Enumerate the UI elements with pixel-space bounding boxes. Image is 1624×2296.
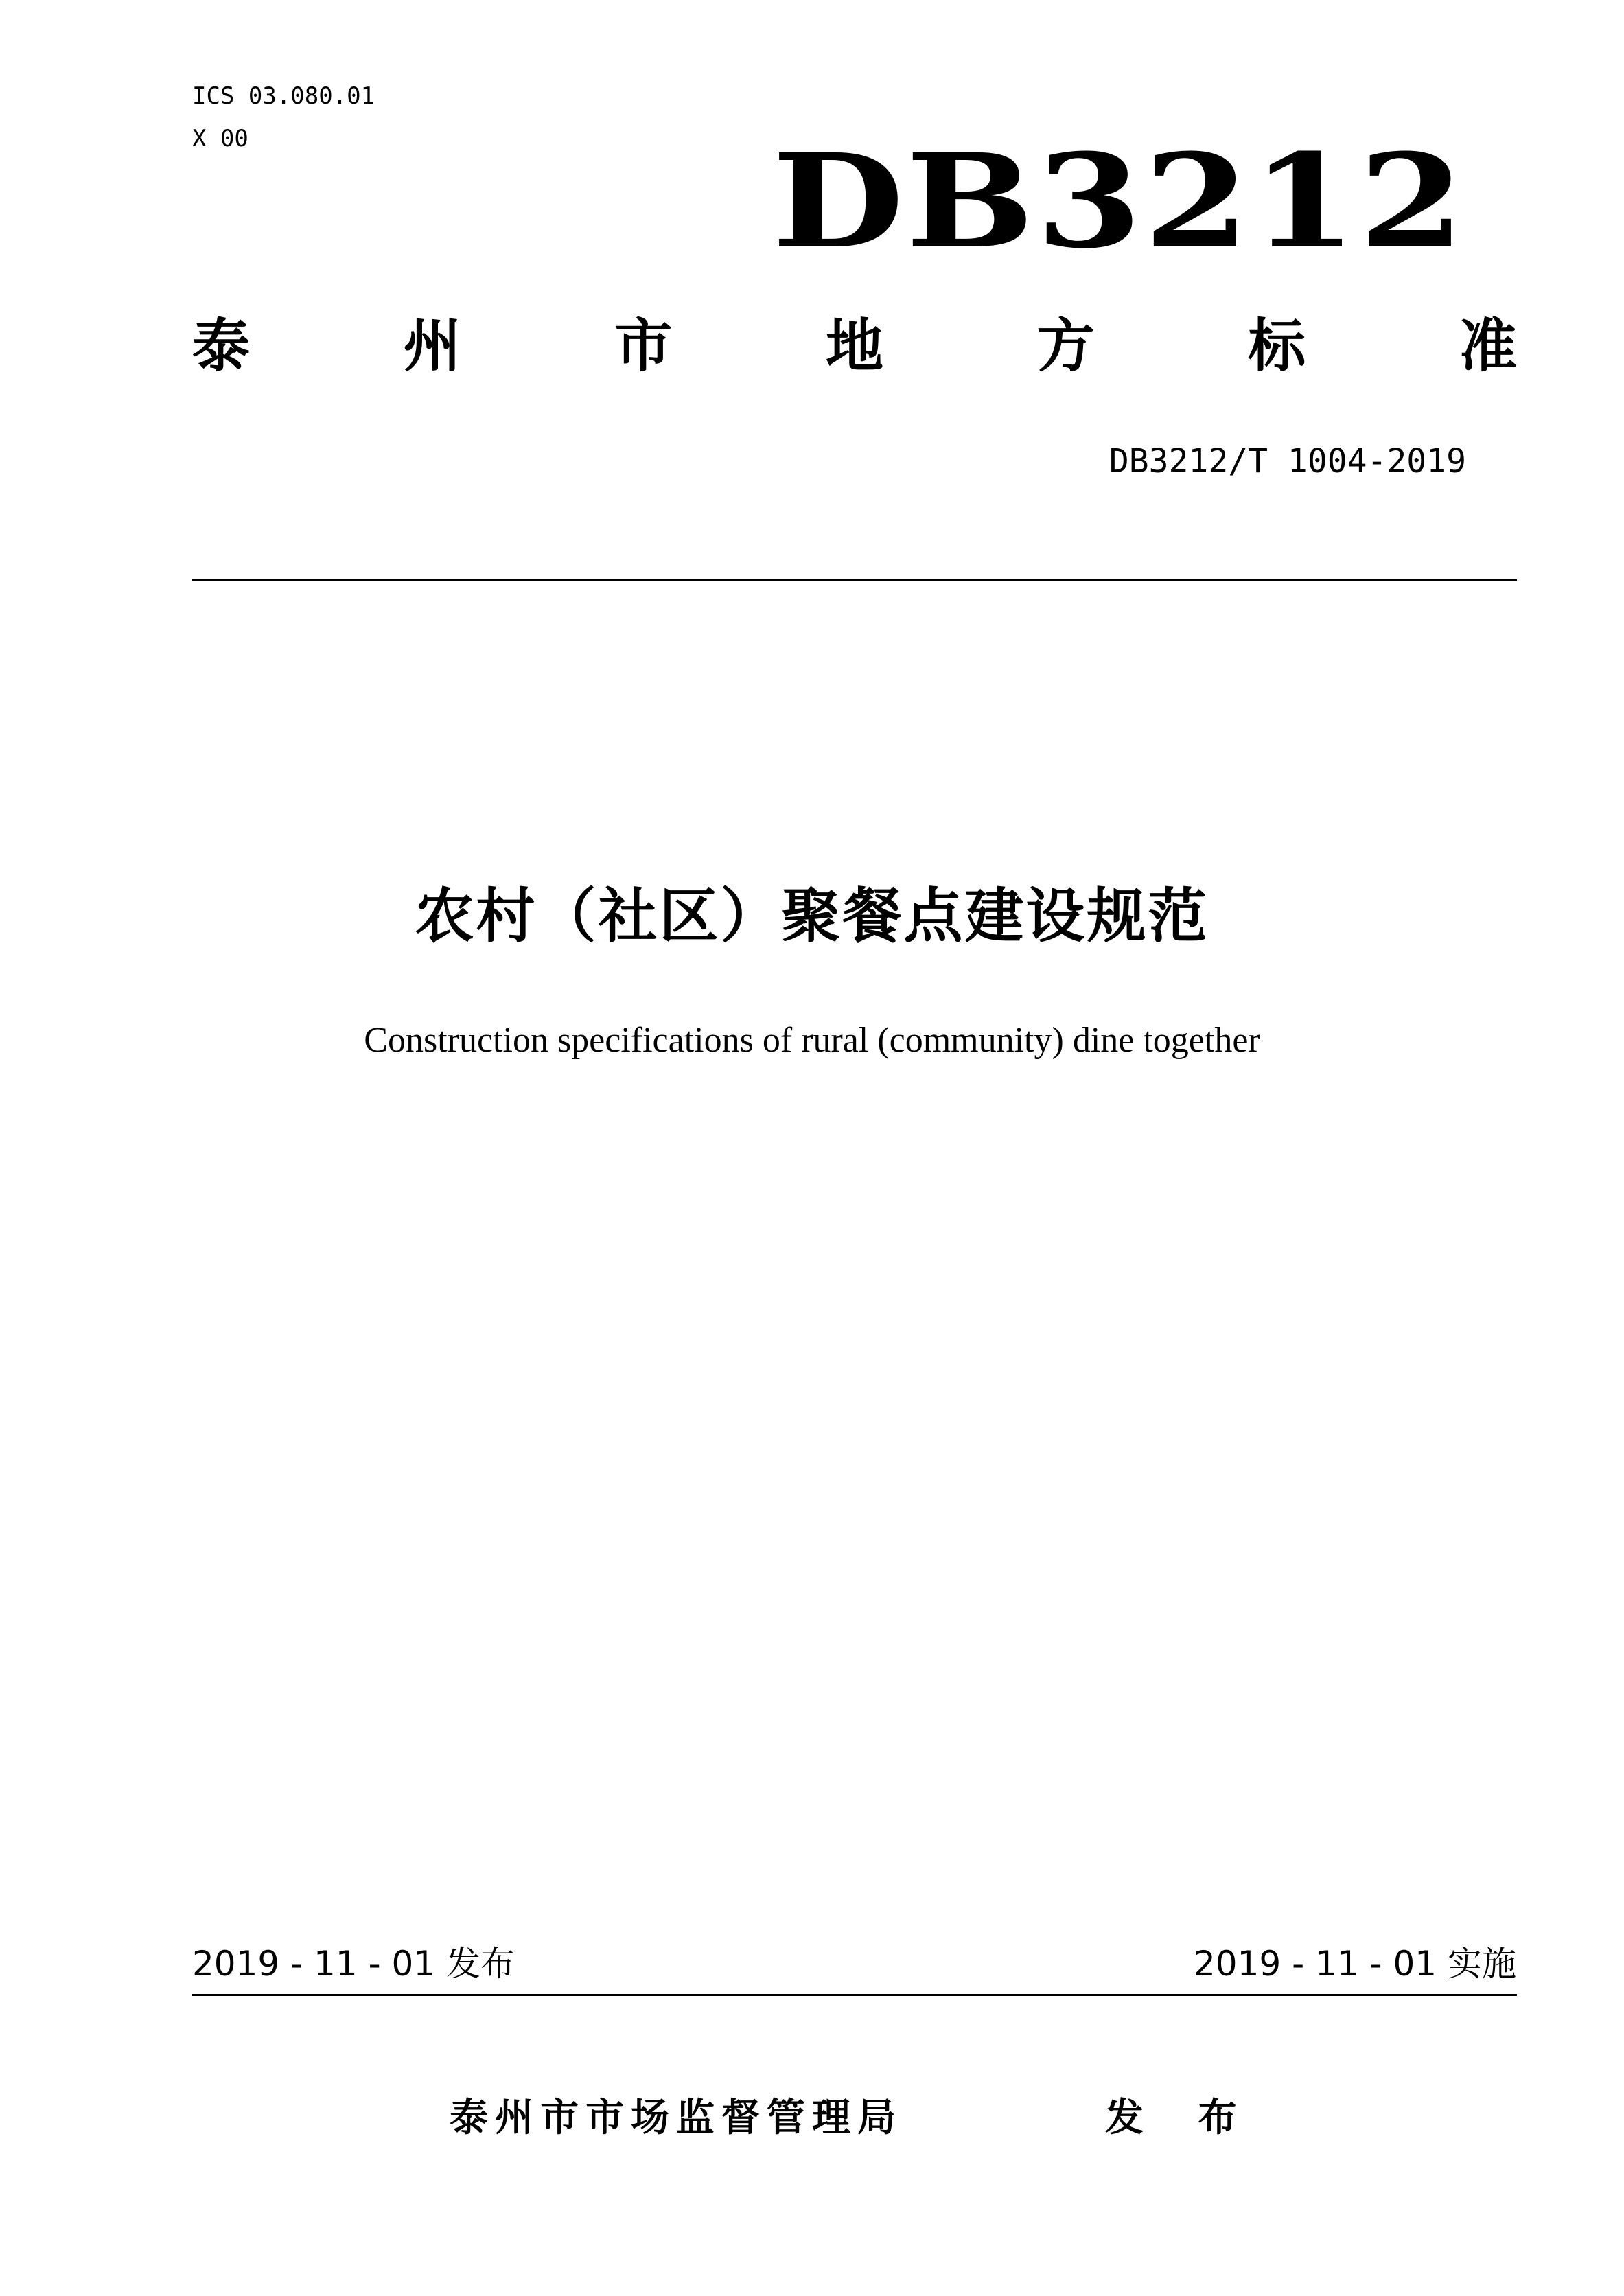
document-title-english: Construction specifications of rural (community) dine together	[364, 1021, 1260, 1060]
footer-divider	[192, 1994, 1517, 1996]
issuing-authority: 泰州市市场监督管理局	[450, 2096, 903, 2140]
issue-label: 发 布	[1105, 2096, 1257, 2140]
standard-type-char: 标	[1248, 312, 1306, 380]
standard-type-char: 方	[1036, 312, 1095, 380]
standard-type-char: 市	[614, 312, 673, 380]
standard-type-char: 州	[403, 312, 461, 380]
standard-number: DB3212/T 1004-2019	[1109, 442, 1466, 480]
implement-date: 2019 - 11 - 01 实施	[1193, 1944, 1516, 1984]
header-divider	[192, 579, 1517, 581]
standard-type-char: 准	[1459, 312, 1517, 380]
classification-code: X 00	[192, 125, 248, 152]
standard-type-char: 地	[825, 312, 883, 380]
ics-code: ICS 03.080.01	[192, 82, 375, 110]
standard-code: DB3212	[772, 126, 1466, 277]
document-title-chinese: 农村（社区）聚餐点建设规范	[415, 882, 1209, 951]
publish-date: 2019 - 11 - 01 发布	[192, 1944, 515, 1984]
standard-type	[192, 312, 1517, 380]
standard-type-char: 泰	[192, 312, 251, 380]
